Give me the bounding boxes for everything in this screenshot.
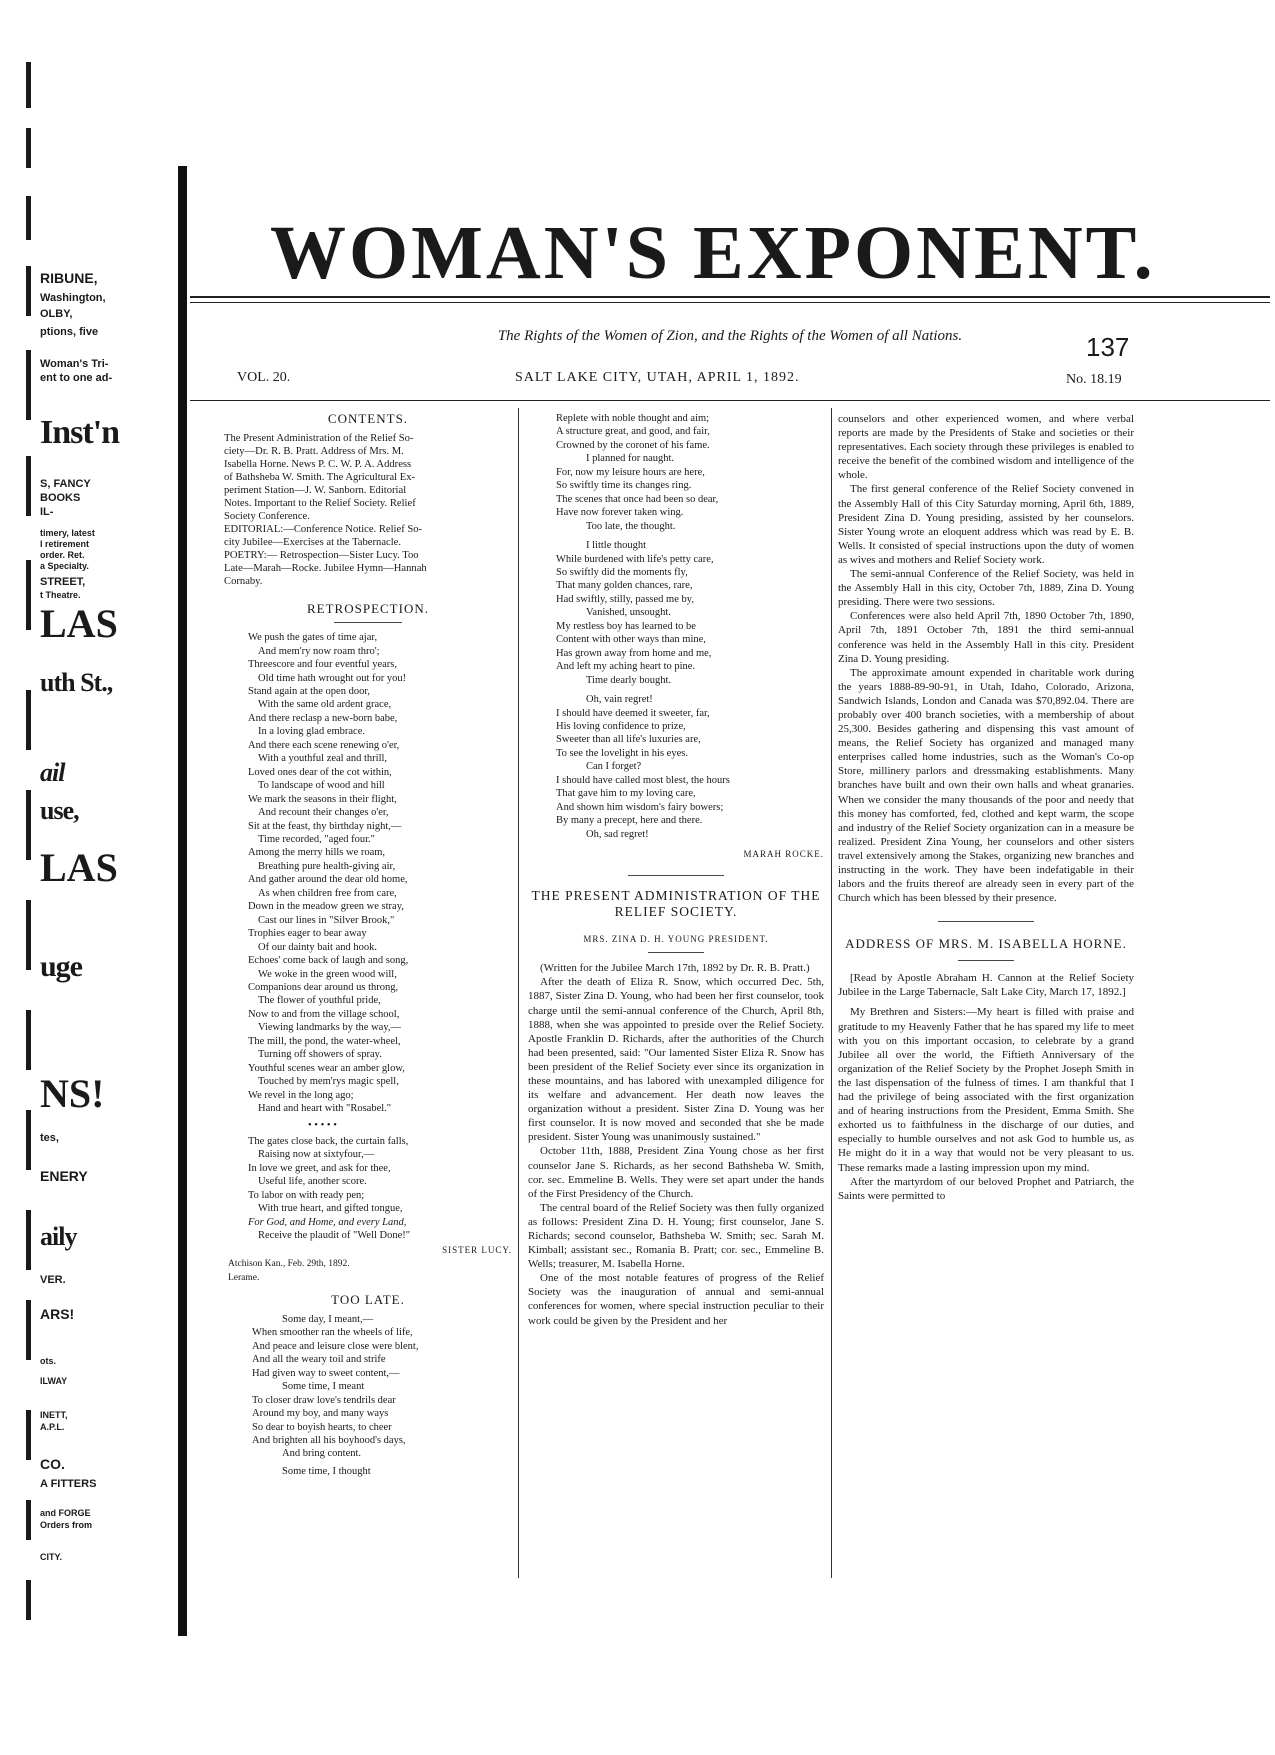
poem-line: In love we greet, and ask for thee,: [248, 1162, 391, 1174]
poem-line: To landscape of wood and hill: [258, 780, 385, 792]
retrospection-heading: RETROSPECTION.: [307, 601, 429, 617]
contents-line: city Jubilee—Exercises at the Tabernacle.: [224, 537, 402, 549]
strip-text: uge: [40, 950, 82, 983]
admin-paragraph: After the death of Eliza R. Snow, which occurred Dec. 5th, 1887, Sister Zina D. Young, who had been her first counselor, took charge until the semi-annual conference of the Church, April 8th, 1888, when she was appointed to preside over the Relief Society. Apostle Franklin D. Richards, after the authorities of the Church had been presented, said: "Our lamented Sister Eliza R. Snow has been president of the Relief Society ever since its organization in these mountains, and has labored with unexampled diligence for its welfare and advancement. Her death now leaves the organization without a president. Sister Zina D. Young was her first counselor. It is now moved and seconded that she be made president. Sister Young was unanimously sustained.": [528, 976, 824, 1144]
strip-text: A.P.L.: [40, 1422, 65, 1432]
poem-line: By many a precept, here and there.: [556, 815, 703, 827]
poem-line: Viewing landmarks by the way,—: [258, 1022, 402, 1034]
admin-paragraph: One of the most notable features of progress of the Relief Society was the inauguration of annual and semi-annual conferences for women, where special instruction peculiar to their work could be given by the President and her: [528, 1272, 824, 1327]
issue-number: No. 18.19: [1066, 372, 1122, 387]
poem-line: And left my aching heart to pine.: [556, 661, 696, 673]
volume-label: VOL. 20.: [237, 370, 291, 385]
column-1: [224, 408, 512, 1478]
contents-line: of Bathsheba W. Smith. The Agricultural Ex-: [224, 472, 416, 484]
strip-bar: [26, 1410, 31, 1460]
poem-line: I planned for naught.: [586, 453, 675, 465]
poem-line: Vanished, unsought.: [586, 607, 671, 619]
poem-dots: • • • • •: [308, 1119, 337, 1131]
poem-line: And bring content.: [282, 1448, 362, 1460]
strip-text: Inst'n: [40, 414, 120, 451]
poem-line: And brighten all his boyhood's days,: [252, 1435, 406, 1447]
admin-paragraph: October 11th, 1888, President Zina Young chose as her first counselor Jane S. Richards, as her second Bathsheba W. Smith, cor. sec. Emmeline B. Wells. They were set apart under the hands of the First Presidency of the Church.: [528, 1145, 824, 1200]
poem-line: Loved ones dear of the cot within,: [248, 766, 392, 778]
poem-line: Turning off showers of spray.: [258, 1049, 382, 1061]
strip-text: LAS: [40, 601, 118, 646]
strip-text: OLBY,: [40, 308, 73, 320]
poem-line: Some time, I thought: [282, 1465, 371, 1477]
admin-paragraph: The first general conference of the Relief Society convened in the Assembly Hall of this City Saturday morning, April 6th, 1889, President Zina D. Young presiding, assisted by her counselors. Sister Young wrote an eloquent address which was read by E. B. Wells. It consisted of special instructions upon the duty of women as wives and mothers and Relief Society work.: [838, 483, 1134, 566]
poem-line: Oh, sad regret!: [586, 828, 649, 840]
poem-line: Useful life, another score.: [258, 1176, 367, 1188]
poem-line: In a loving glad embrace.: [258, 726, 365, 738]
poem-line: Receive the plaudit of "Well Done!": [258, 1230, 411, 1242]
strip-text: t Theatre.: [40, 590, 81, 600]
poem-note: Lerame.: [228, 1272, 260, 1283]
poem-line: Cast our lines in "Silver Brook,": [258, 914, 395, 926]
strip-bar: [26, 690, 31, 750]
poem-line: So dear to boyish hearts, to cheer: [252, 1421, 392, 1433]
heading-rule: [958, 960, 1014, 961]
poem-line: My restless boy has learned to be: [556, 620, 696, 632]
poem-line: And shown him wisdom's fairy bowers;: [556, 801, 724, 813]
strip-text: A FITTERS: [40, 1478, 97, 1490]
address-heading: ADDRESS OF MRS. M. ISABELLA HORNE.: [845, 936, 1127, 952]
strip-text: tes,: [40, 1132, 59, 1144]
poem-line: We woke in the green wood will,: [258, 968, 397, 980]
strip-text: VER.: [40, 1274, 66, 1286]
retrospection-poem: [224, 631, 512, 1242]
strip-bar: [26, 900, 31, 970]
poem-line: When smoother ran the wheels of life,: [252, 1327, 413, 1339]
strip-text: use,: [40, 796, 79, 825]
poem-line: Can I forget?: [586, 761, 642, 773]
poem-line: A structure great, and good, and fair,: [556, 426, 710, 438]
poem-line: Of our dainty bait and hook.: [258, 941, 377, 953]
section-rule: [938, 921, 1034, 922]
poem-line: As when children free from care,: [258, 887, 397, 899]
strip-text: ILWAY: [40, 1376, 68, 1386]
poem-line: Sweeter than all life's luxuries are,: [556, 734, 701, 746]
poem-line: For God, and Home, and every Land,: [248, 1216, 407, 1228]
strip-text: CO.: [40, 1456, 65, 1472]
contents-line: POETRY:— Retrospection—Sister Lucy. Too: [224, 550, 419, 562]
poem-line: Now to and from the village school,: [248, 1008, 400, 1020]
strip-bar: [26, 266, 31, 316]
strip-text: LAS: [40, 845, 118, 890]
strip-bar: [26, 1210, 31, 1270]
strip-text: S, FANCY: [40, 478, 91, 490]
address-paragraph: After the martyrdom of our beloved Prophet and Patriarch, the Saints were permitted to: [838, 1175, 1134, 1202]
too-late-poem-continued: [528, 412, 824, 841]
poem-line: And there reclasp a new-born babe,: [248, 712, 398, 724]
strip-text: l retirement: [40, 539, 90, 549]
poem-line: Threescore and four eventful years,: [248, 659, 397, 671]
page-border-rule: [178, 166, 187, 1636]
poem-line: And mem'ry now roam thro';: [258, 645, 380, 657]
poem-line: Among the merry hills we roam,: [248, 847, 386, 859]
admin-heading: THE PRESENT ADMINISTRATION OF THE RELIEF SOCIETY.: [531, 888, 821, 920]
strip-text: STREET,: [40, 576, 86, 588]
poem-line: With a youthful zeal and thrill,: [258, 753, 388, 765]
admin-paragraph: The approximate amount expended in charitable work during the years 1888-89-90-91, in Utah, Idaho, Colorado, Arizona, Sandwich Islands, London and Canada was $70,892.04. There are probably over 400 branch societies, with a membership of about 25,300. Besides gathering and dispensing this vast amount of means, the Relief Society has organized and managed many enterprises called home industries, such as the Woman's Co-op Store, millinery parlors and dressmaking establishments. Many branches have built and own their own halls and wheat granaries. When we consider the many thousands of the poor and needy that this money has comforted, fed, clothed and kept warm, the scope and industry of the Relief Society organization can in a measure be realized. President Zina Young, her counselors and other sisters travel extensively among the Stakes, organizing new branches and instructing in the work. They have been indefatigable in their labors and the fruits thereof are already seen in every part of the Church which has been blessed by their presence.: [838, 666, 1134, 905]
poem-line: The flower of youthful pride,: [258, 995, 381, 1007]
dateline-rule: [190, 400, 1270, 401]
poem-line: I should have called most blest, the hours: [556, 774, 730, 786]
poem-line: Old time hath wrought out for you!: [258, 672, 407, 684]
poem-line: Time recorded, "aged four.": [258, 833, 375, 845]
poem-line: Content with other ways than mine,: [556, 634, 706, 646]
masthead-tagline: The Rights of the Women of Zion, and the Rights of the Women of all Nations.: [497, 328, 963, 344]
dateline: SALT LAKE CITY, UTAH, APRIL 1, 1892.: [515, 370, 800, 385]
strip-text: and FORGE: [40, 1508, 91, 1518]
poem-line: And all the weary toil and strife: [252, 1354, 386, 1366]
strip-text: ail: [40, 758, 65, 787]
strip-text: CITY.: [40, 1552, 63, 1562]
strip-text: ent to one ad-: [40, 372, 113, 384]
admin-paragraph-continued: counselors and other experienced women, and where verbal reports are made by the Presidents of Stake and societies or their representatives. Each society through these privileges is enabled to receive the benefit of the combined wisdom and intelligence of the whole.: [838, 413, 1134, 482]
poem-line: Crowned by the coronet of his fame.: [556, 439, 710, 451]
poem-line: That many golden chances, rare,: [556, 580, 693, 592]
strip-text: uth St.,: [40, 668, 113, 697]
poem-line: And there each scene renewing o'er,: [248, 739, 400, 751]
strip-bar: [26, 1580, 31, 1620]
poem-line: Some day, I meant,—: [282, 1313, 374, 1325]
contents-list: [224, 432, 512, 588]
admin-paragraph: Conferences were also held April 7th, 1890 October 7th, 1890, April 7th, 1891 October 7th, 1891 the third semi-annual conference was held in the Assembly Hall in this city. President Zina D. Young presiding.: [838, 610, 1134, 665]
column-rule: [518, 408, 519, 1578]
poem-line: To labor on with ready pen;: [248, 1189, 365, 1201]
poem-line: And recount their changes o'er,: [258, 807, 389, 819]
contents-line: EDITORIAL:—Conference Notice. Relief So-: [224, 524, 423, 536]
poem-place: Atchison Kan., Feb. 29th, 1892.: [228, 1258, 350, 1269]
poem-line: I little thought: [586, 540, 647, 552]
poem-line: Had given way to sweet content,—: [252, 1367, 400, 1379]
strip-bar: [26, 128, 31, 168]
strip-text: Woman's Tri-: [40, 358, 109, 370]
address-intro: [Read by Apostle Abraham H. Cannon at the Relief Society Jubilee in the Large Tabernacle, Salt Lake City, March 17, 1892.]: [838, 972, 1134, 999]
admin-subheading: MRS. ZINA D. H. YOUNG PRESIDENT.: [583, 934, 769, 945]
strip-text: order. Ret.: [40, 550, 85, 560]
poem-line: Hand and heart with "Rosabel.": [258, 1103, 392, 1115]
poem-line: Had swiftly, stilly, passed me by,: [556, 593, 694, 605]
poem-line: With true heart, and gifted tongue,: [258, 1203, 403, 1215]
contents-line: Late—Marah—Rocke. Jubilee Hymn—Hannah: [224, 563, 427, 575]
strip-text: ptions, five: [40, 326, 99, 338]
poem-line: To closer draw love's tendrils dear: [252, 1394, 396, 1406]
contents-line: ciety—Dr. R. B. Pratt. Address of Mrs. M.: [224, 446, 404, 458]
poem-line: Companions dear around us throng,: [248, 981, 399, 993]
strip-bar: [26, 1110, 31, 1170]
strip-bar: [26, 1010, 31, 1070]
poem-line: Sit at the feast, thy birthday night,—: [248, 820, 402, 832]
address-paragraph: My Brethren and Sisters:—My heart is filled with praise and gratitude to my Heavenly Father that he has spared my life to meet with you on this important occasion, to celebrate by a grand Jubilee all over the world, the Fiftieth Anniversary of the organization of the Relief Society by the Prophet Joseph Smith in the last dispensation of the fulness of times. I am thankful that I had the privilege of being associated with the first organization and of hearing instructions from the President, Emma Smith. She exhorted us to faithfulness in the discharge of our duties, and especially to humble ourselves and not ask God to humble us, as He might do it in a way that would not be very pleasant to us. These remarks made a lasting impression upon my mind.: [838, 1006, 1134, 1174]
poem-line: The scenes that once had been so dear,: [556, 493, 719, 505]
admin-paragraph: The semi-annual Conference of the Relief Society, was held in the Assembly Hall in this city, October 7th, 1889, Zina D. Young presiding. There were two sessions.: [838, 568, 1134, 609]
poem-line: Breathing pure health-giving air,: [258, 860, 396, 872]
strip-bar: [26, 1300, 31, 1360]
strip-text: NS!: [40, 1071, 105, 1116]
strip-bar: [26, 1500, 31, 1540]
strip-text: Orders from: [40, 1520, 93, 1530]
poem-line: We push the gates of time ajar,: [248, 632, 378, 644]
poem-line: With the same old ardent grace,: [258, 699, 392, 711]
contents-line: Society Conference.: [224, 511, 310, 523]
poem-line: While burdened with life's petty care,: [556, 553, 714, 565]
poem-line: That gave him to my loving care,: [556, 788, 696, 800]
poem-line: So swiftly time its changes ring.: [556, 480, 692, 492]
adjacent-page-strip: [0, 0, 170, 1755]
poem-line: We mark the seasons in their flight,: [248, 793, 397, 805]
admin-paragraph: The central board of the Relief Society was then fully organized as follows: President Zina D. H. Young; first counselor, Jane S. Richards; second counselor, Bathsheba W. Smith; sec. Sarah M. Kimball; assistant sec., Romania B. Pratt; cor. sec., Emmeline B. Wells; treasurer, M. Isabella Horne.: [528, 1201, 824, 1271]
masthead-title: WOMAN'S EXPONENT.: [270, 211, 1156, 295]
strip-text: ENERY: [40, 1168, 88, 1184]
masthead-rule: [190, 296, 1270, 298]
heading-rule: [334, 622, 402, 623]
section-rule: [628, 875, 724, 876]
masthead-rule: [190, 302, 1270, 303]
poem-line: And peace and leisure close were blent,: [252, 1340, 419, 1352]
poem-line: Replete with noble thought and aim;: [556, 413, 710, 424]
poem-line: Youthful scenes wear an amber glow,: [248, 1062, 405, 1074]
poem-line: Has grown away from home and me,: [556, 647, 712, 659]
admin-intro: (Written for the Jubilee March 17th, 1892 by Dr. R. B. Pratt.): [540, 962, 810, 975]
column-3: [838, 412, 1134, 1203]
strip-text: Washington,: [40, 292, 106, 304]
contents-line: periment Station—J. W. Sanborn. Editorial: [224, 485, 407, 497]
poem-line: For, now my leisure hours are here,: [556, 466, 705, 478]
poem-line: His loving confidence to prize,: [556, 720, 686, 732]
poem-line: Stand again at the open door,: [248, 686, 371, 697]
strip-bar: [26, 350, 31, 420]
poem-line: Down in the meadow green we stray,: [248, 901, 404, 913]
strip-text: IL-: [40, 506, 54, 518]
strip-bar: [26, 62, 31, 108]
too-late-heading: TOO LATE.: [331, 1291, 405, 1307]
strip-text: INETT,: [40, 1410, 68, 1420]
strip-text: ots.: [40, 1356, 57, 1366]
contents-heading: CONTENTS.: [327, 411, 409, 426]
contents-line: The Present Administration of the Relief So-: [224, 433, 414, 445]
poem-line: Raising now at sixtyfour,—: [258, 1149, 375, 1161]
poem-line: The gates close back, the curtain falls,: [248, 1135, 409, 1147]
poem-author: SISTER LUCY.: [442, 1244, 512, 1255]
poem-line: Touched by mem'rys magic spell,: [258, 1076, 399, 1088]
poem-line: To see the lovelight in his eyes.: [556, 747, 688, 759]
strip-bar: [26, 560, 31, 630]
poem-line: Too late, the thought.: [586, 520, 676, 532]
poem-author: MARAH ROCKE.: [743, 849, 824, 860]
strip-text: aily: [40, 1222, 77, 1251]
heading-rule: [648, 952, 704, 953]
poem-line: So swiftly did the moments fly,: [556, 566, 688, 578]
contents-line: Isabella Horne. News P. C. W. P. A. Address: [224, 459, 412, 471]
poem-line: Some time, I meant: [282, 1381, 365, 1393]
strip-text: timery, latest: [40, 528, 95, 538]
poem-line: And gather around the dear old home,: [248, 874, 408, 886]
poem-line: Around my boy, and many ways: [252, 1408, 389, 1420]
poem-line: Echoes' come back of laugh and song,: [248, 955, 409, 967]
poem-line: I should have deemed it sweeter, far,: [556, 707, 710, 719]
too-late-poem: [224, 1313, 512, 1478]
strip-bar: [26, 456, 31, 516]
column-rule: [831, 408, 832, 1578]
strip-text: RIBUNE,: [40, 270, 98, 286]
poem-line: We revel in the long ago;: [248, 1089, 354, 1101]
column-2: [528, 412, 824, 1328]
strip-text: ARS!: [40, 1306, 75, 1322]
contents-line: Cornaby.: [224, 576, 263, 588]
strip-text: BOOKS: [40, 492, 81, 504]
strip-text: a Specialty.: [40, 561, 89, 571]
poem-line: The mill, the pond, the water-wheel,: [248, 1035, 401, 1047]
poem-line: Trophies eager to bear away: [248, 928, 367, 940]
page-number: 137: [1086, 332, 1130, 362]
poem-line: Time dearly bought.: [586, 674, 672, 686]
contents-line: Notes. Important to the Relief Society. Relief: [224, 498, 416, 510]
poem-line: Oh, vain regret!: [586, 694, 653, 706]
strip-bar: [26, 790, 31, 860]
strip-bar: [26, 196, 31, 240]
poem-line: Have now forever taken wing.: [556, 507, 684, 519]
